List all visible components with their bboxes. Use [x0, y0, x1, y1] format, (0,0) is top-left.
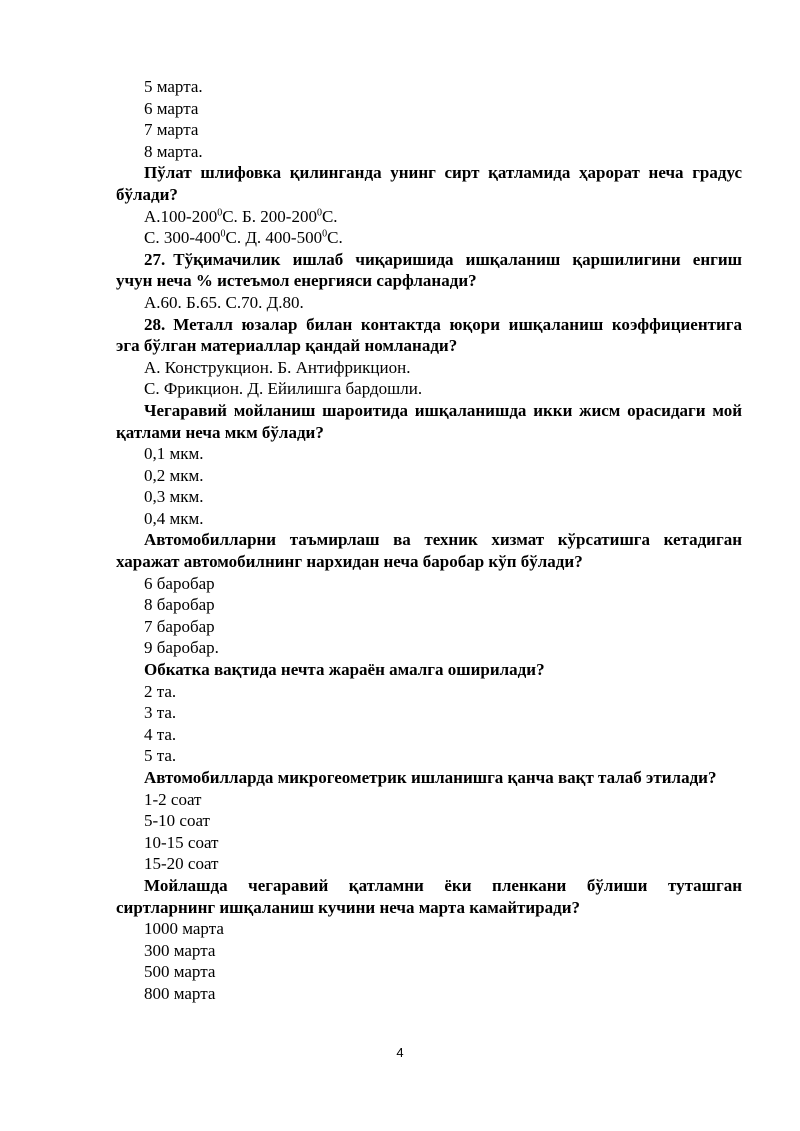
answer-option: 0,1 мкм.	[144, 444, 204, 464]
answer-option	[116, 227, 742, 249]
question-number: 27.	[144, 249, 166, 269]
question-label: Металл юзалар билан контактда юқори ишқаланиш коэффициентига эга бўлган материаллар қандай номланади?	[116, 314, 742, 356]
option-text-part: С. 300-400	[144, 228, 221, 248]
option-text-part: С.	[327, 228, 343, 248]
page-number: 4	[396, 1045, 404, 1060]
answer-option: 5 марта.	[144, 77, 203, 96]
answer-option: 2 та.	[144, 681, 177, 701]
option-text-part: С. Б. 200-200	[222, 206, 317, 226]
question-label: Автомобилларни таъмирлаш ва техник хизмат кўрсатишга кетадиган харажат автомобилнинг нархидан неча баробар кўп бўлади?	[116, 530, 742, 572]
question-text	[116, 529, 742, 572]
question-label: Автомобилларда микрогеометрик ишланишга қанча вақт талаб этилади?	[144, 768, 717, 787]
answer-option: С. Фрикцион. Д. Ейилишга бардошли.	[144, 379, 423, 399]
degree-superscript: 0	[217, 206, 223, 218]
answer-option: 3 та.	[144, 703, 177, 723]
answer-option: 0,4 мкм.	[144, 508, 204, 528]
answer-option: 0,2 мкм.	[144, 465, 204, 485]
answer-option: 8 марта.	[144, 141, 203, 161]
answer-option: 6 баробар	[144, 573, 215, 593]
question-text	[116, 162, 742, 205]
answer-option: 1-2 соат	[144, 789, 202, 809]
question-text	[116, 659, 742, 681]
answer-option: 8 баробар	[144, 595, 215, 615]
answer-option: 1000 марта	[144, 919, 224, 939]
answer-option: 10-15 соат	[144, 832, 219, 852]
degree-superscript: 0	[322, 228, 328, 240]
answer-option: 300 марта	[144, 940, 216, 960]
answer-option: 9 баробар.	[144, 638, 219, 658]
question-block	[116, 529, 742, 659]
question-text	[116, 767, 742, 789]
option-text-part: С.	[321, 206, 338, 226]
answer-option: 4 та.	[144, 724, 177, 744]
question-label: Тўқимачилик ишлаб чиқаришида ишқаланиш қаршилигини енгиш учун неча % истеъмол енергияси сарфланади?	[116, 249, 742, 291]
question-label: Чегаравий мойланиш шароитида ишқаланишда икки жисм орасидаги мой қатлами неча мкм бўлади?	[116, 400, 742, 442]
answer-option: А. Конструкцион. Б. Антифрикцион.	[144, 357, 411, 377]
option-text-part: С. Д. 400-500	[225, 228, 323, 248]
question-block	[116, 162, 742, 248]
answer-option: 6 марта	[144, 98, 199, 118]
question-text	[116, 875, 742, 918]
answer-option: 500 марта	[144, 962, 216, 982]
answer-option: 5 та.	[144, 746, 177, 766]
question-label: Обкатка вақтида нечта жараён амалга оширилади?	[144, 660, 545, 680]
question-block	[116, 314, 742, 400]
question-block	[116, 767, 742, 875]
question-label: Пўлат шлифовка қилинганда унинг сирт қатламида ҳарорат неча градус бўлади?	[116, 163, 742, 204]
answer-option: 7 марта	[144, 120, 199, 140]
question-text	[116, 249, 742, 292]
answer-option: А.60. Б.65. С.70. Д.80.	[144, 292, 304, 312]
answer-option: 5-10 соат	[144, 811, 210, 831]
answer-option: 7 баробар	[144, 616, 215, 636]
question-block	[116, 875, 742, 1005]
option-text-part: А.100-200	[144, 206, 218, 226]
answer-option: 800 марта	[144, 983, 216, 1003]
page-content	[116, 76, 742, 1005]
question-block	[116, 76, 742, 162]
question-text	[116, 314, 742, 357]
question-text	[116, 400, 742, 443]
degree-superscript: 0	[220, 228, 226, 240]
question-block	[116, 659, 742, 767]
degree-superscript: 0	[316, 206, 322, 218]
question-number: 28.	[144, 314, 166, 334]
question-label: Мойлашда чегаравий қатламни ёки пленкани бўлиши туташган сиртларнинг ишқаланиш кучини неча марта камайтиради?	[116, 875, 742, 917]
question-block	[116, 400, 742, 530]
answer-option: 0,3 мкм.	[144, 487, 204, 507]
answer-option	[116, 206, 742, 228]
answer-option: 15-20 соат	[144, 854, 219, 874]
question-block	[116, 249, 742, 314]
